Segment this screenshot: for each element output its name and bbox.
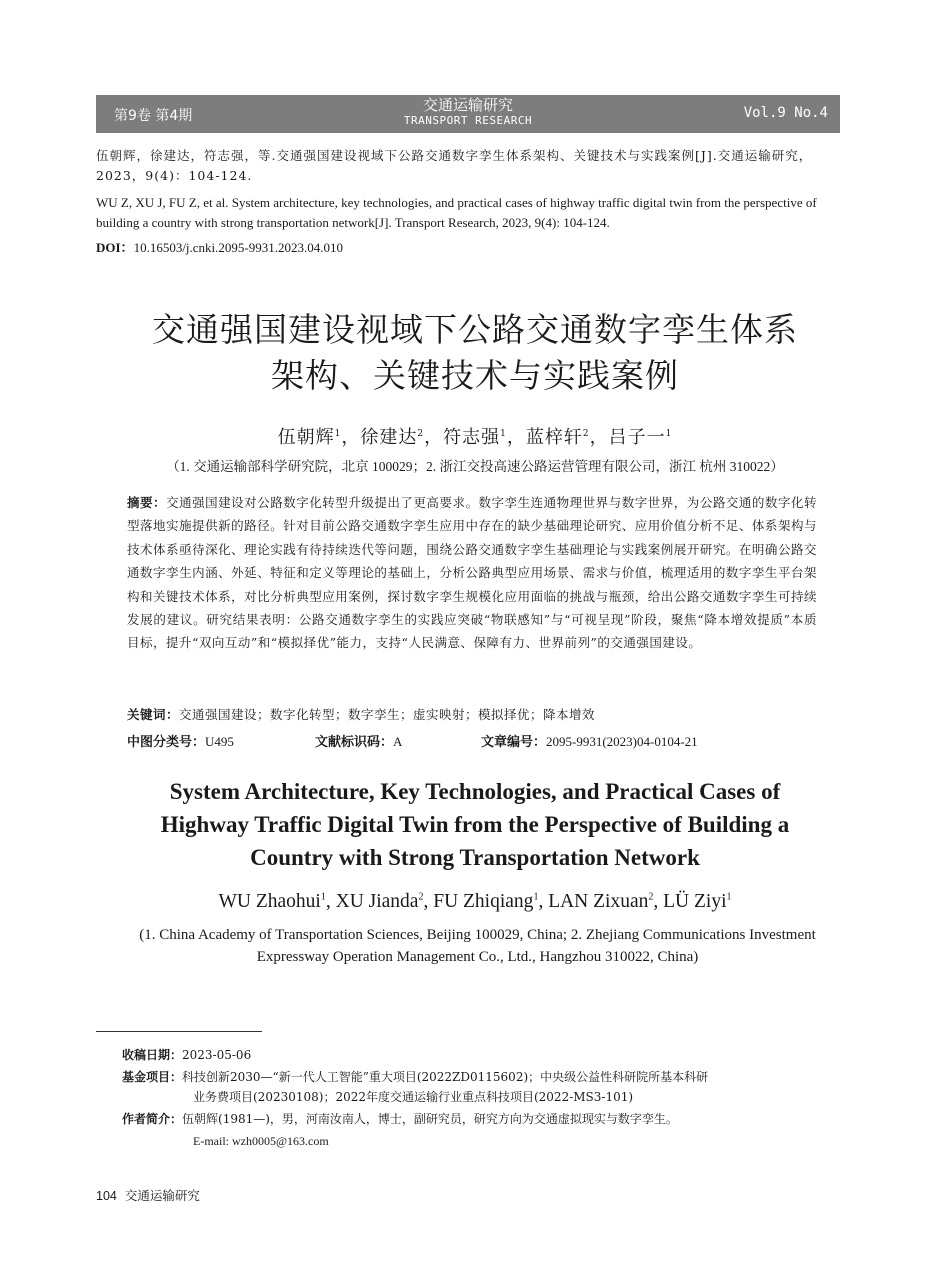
- author-bio: [122, 1109, 822, 1129]
- author-cn: 符志强: [443, 427, 501, 448]
- fund-projects: [122, 1067, 822, 1087]
- author-en: FU Zhiqiang: [433, 891, 534, 912]
- doc-code: [315, 731, 402, 750]
- doi: [96, 238, 840, 258]
- author-cn: 徐建达: [360, 427, 418, 448]
- page-number: 104: [96, 1189, 117, 1203]
- header-journal: [96, 96, 840, 127]
- abstract-cn: [127, 491, 817, 655]
- author-sup: 1: [320, 891, 326, 903]
- doi-value[interactable]: 10.16503/j.cnki.2095-9931.2023.04.010: [133, 240, 343, 255]
- header-volume-issue: 第9卷 第4期: [114, 108, 193, 124]
- received-value: 2023-05-06: [182, 1048, 252, 1062]
- author-sup: 1: [533, 891, 539, 903]
- header-volume-issue-en: Vol.9 No.4: [743, 105, 828, 121]
- title-cn-line2: 架构、关键技术与实践案例: [271, 356, 679, 395]
- citation-en: WU Z, XU J, FU Z, et al. System architecture, key technologies, and practical cases of highway traffic digital twin from the perspective of building a country with strong transportation network[J]. Transport Research, 2023, 9(4): 104-124.: [96, 195, 817, 230]
- author-sup: 2: [648, 891, 654, 903]
- abstract-text: 交通强国建设对公路数字化转型升级提出了更高要求。数字孪生连通物理世界与数字世界，为公路交通的数字化转型落地实施提供新的路径。针对目前公路交通数字孪生应用中存在的缺少基础理论研究、应用价值分析不足、体系架构与技术体系亟待深化、理论实践有待持续迭代等问题，围绕公路交通数字孪生基础理论与实践案例展开研究。在明确公路交通数字孪生内涵、外延、特征和定义等理论的基础上，分析公路典型应用场景、需求与价值，梳理适用的数字孪生平台架构和关键技术体系，对比分析典型应用案例，探讨数字孪生规模化应用面临的挑战与瓶颈，给出公路交通数字孪生可持续发展的建议。研究结果表明：公路交通数字孪生的实践应突破“物联感知”与“可视呈现”阶段，聚焦“降本增效提质”本质目标，提升“双向互动”和“模拟择优”能力，支持“人民满意、保障有力、世界前列”的交通强国建设。: [127, 495, 817, 651]
- author-sup: 2: [582, 429, 590, 439]
- received-date: [122, 1045, 822, 1065]
- author-bio-text: 伍朝辉(1981—)，男，河南汝南人，博士，副研究员，研究方向为交通虚拟现实与数字孪生。: [182, 1112, 678, 1126]
- author-cn: 蓝梓轩: [525, 427, 583, 448]
- article-value: 2095-9931(2023)04-0104-21: [546, 734, 698, 749]
- author-cn: 吕子一: [608, 427, 666, 448]
- clc-code: [127, 731, 234, 750]
- abstract-label: 摘要：: [127, 495, 167, 510]
- fund-line2: 业务费项目(20230108)；2022年度交通运输行业重点科技项目(2022-MS3-101): [193, 1090, 634, 1104]
- affiliation-cn: （1. 交通运输部科学研究院，北京 100029；2. 浙江交投高速公路运营管理有限公司，浙江 杭州 310022）: [166, 459, 784, 474]
- title-en-line3: Country with Strong Transportation Network: [250, 845, 700, 870]
- author-sup: 1: [334, 429, 342, 439]
- footer-journal: 交通运输研究: [124, 1188, 200, 1203]
- authors-en: WU Zhaohui$^1$, XU Jianda$^2$, FU Zhiqiang$^1$, LAN Zixuan$^2$, LÜ Ziyi$^1$: [218, 891, 732, 912]
- footnote-divider: [96, 1031, 262, 1032]
- author-email[interactable]: E-mail: wzh0005@163.com: [193, 1134, 329, 1148]
- author-sup: 2: [417, 429, 425, 439]
- title-cn: [60, 307, 890, 399]
- title-en: [60, 775, 890, 874]
- author-sup: 1: [726, 891, 732, 903]
- title-en-line2: Highway Traffic Digital Twin from the Perspective of Building a: [160, 812, 790, 837]
- doc-label: 文献标识码：: [315, 735, 394, 750]
- doi-label: DOI：: [96, 240, 134, 255]
- author-sup: 1: [500, 429, 507, 439]
- affiliation-en-line2: Expressway Operation Management Co., Ltd., Hangzhou 310022, China): [256, 949, 699, 965]
- clc-label: 中图分类号：: [127, 735, 206, 750]
- author-en: LÜ Ziyi: [663, 891, 727, 912]
- keywords-text: 交通强国建设；数字化转型；数字孪生；虚实映射；模拟择优；降本增效: [179, 707, 596, 722]
- article-label: 文章编号：: [481, 735, 547, 750]
- header-journal-en: TRANSPORT RESEARCH: [403, 114, 533, 127]
- author-cn: 伍朝辉: [277, 427, 335, 448]
- author-bio-label: 作者简介：: [122, 1112, 183, 1126]
- running-header: [96, 95, 840, 133]
- affiliation-en: [60, 924, 895, 968]
- received-label: 收稿日期：: [122, 1048, 183, 1062]
- keywords-label: 关键词：: [127, 707, 180, 722]
- author-en: WU Zhaohui: [218, 891, 321, 912]
- citation-cn: 伍朝辉，徐建达，符志强，等.交通强国建设视域下公路交通数字孪生体系架构、关键技术与实践案例[J].交通运输研究，2023，9(4)：104-124.: [96, 148, 813, 183]
- author-en: XU Jianda: [335, 891, 419, 912]
- affiliation-en-line1: (1. China Academy of Transportation Sciences, Beijing 100029, China; 2. Zhejiang Communications Investment: [139, 927, 816, 943]
- doc-value: A: [393, 734, 403, 749]
- article-number: [481, 731, 698, 750]
- clc-value: U495: [205, 734, 234, 749]
- authors-cn: 伍朝辉$^1$，徐建达$^2$，符志强$^1$，蓝梓轩$^2$，吕子一$^1$: [277, 427, 673, 448]
- fund-label: 基金项目：: [122, 1070, 183, 1084]
- keywords-cn: [127, 705, 817, 723]
- author-sup: 1: [665, 429, 673, 439]
- header-journal-cn: 交通运输研究: [422, 96, 513, 114]
- author-en: LAN Zixuan: [548, 891, 649, 912]
- author-sup: 2: [418, 891, 424, 903]
- title-en-line1: System Architecture, Key Technologies, and Practical Cases of: [169, 779, 781, 804]
- fund-line1: 科技创新2030—“新一代人工智能”重大项目(2022ZD0115602)；中央级公益性科研院所基本科研: [182, 1070, 709, 1084]
- title-cn-line1: 交通强国建设视域下公路交通数字孪生体系: [152, 310, 798, 349]
- page-footer: [96, 1186, 200, 1204]
